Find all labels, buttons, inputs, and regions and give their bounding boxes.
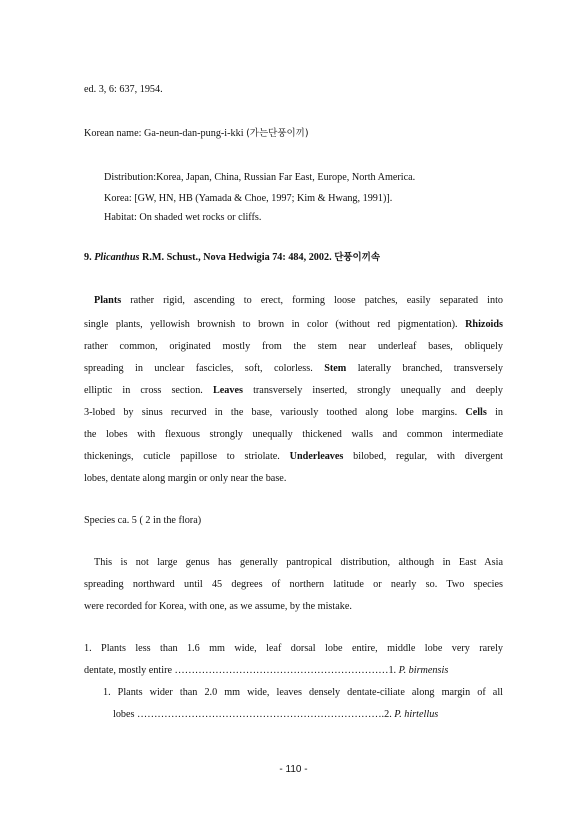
- discussion-line-1: This is not large genus has generally pantropical distribution, although in East Asia: [94, 557, 503, 568]
- term-rhizoids: Rhizoids: [465, 319, 503, 330]
- genus-heading: [84, 251, 380, 264]
- term-cells: Cells: [465, 407, 487, 418]
- key-couplet-2-line-1: 1. Plants wider than 2.0 mm wide, leaves densely dentate-ciliate along margin of all: [103, 687, 503, 698]
- korean-name-label: Korean name: Ga-neun-dan-pung-i-kki: [84, 128, 244, 139]
- description-line-3: rather common, originated mostly from the stem near underleaf bases, obliquely: [84, 341, 503, 352]
- korean-name: [84, 127, 309, 140]
- term-underleaves: Underleaves: [289, 451, 344, 462]
- term-plants: Plants: [94, 295, 122, 306]
- genus-name: Plicanthus: [94, 252, 140, 263]
- description-line-5: elliptic in cross section. Leaves transversely inserted, strongly unequally and deeply: [84, 385, 504, 396]
- description-line-2: single plants, yellowish brownish to brown in color (without red pigmentation). Rhizoids: [84, 319, 503, 330]
- term-stem: Stem: [324, 363, 347, 374]
- key-couplet-1-line-2: dentate, mostly entire ………………………………………………………1. P. birmensis: [84, 665, 449, 676]
- korean-name-hangul: (가는단풍이끼): [246, 128, 309, 139]
- genus-hangul: 단풍이끼속: [334, 252, 381, 263]
- page-number: - 110 -: [279, 764, 308, 775]
- description-line-6: 3-lobed by sinus recurved in the base, variously toothed along lobe margins. Cells in: [84, 407, 504, 418]
- key-taxon-hirtellus: P. hirtellus: [394, 709, 439, 720]
- discussion-line-3: were recorded for Korea, with one, as we assume, by the mistake.: [84, 601, 352, 612]
- description-line-4: spreading in unclear fascicles, soft, colorless. Stem laterally branched, transversely: [84, 363, 504, 374]
- discussion-line-2: spreading northward until 45 degrees of northern latitude or nearly so. Two species: [84, 579, 503, 590]
- species-count: Species ca. 5 ( 2 in the flora): [84, 515, 202, 526]
- description-line-1: Plants rather rigid, ascending to erect, forming loose patches, easily separated into: [94, 295, 504, 306]
- key-taxon-birmensis: P. birmensis: [398, 665, 449, 676]
- description-line-8: thickenings, cuticle papillose to striolate. Underleaves bilobed, regular, with divergent: [84, 451, 503, 462]
- distribution-line: Distribution:Korea, Japan, China, Russian Far East, Europe, North America.: [104, 172, 416, 183]
- genus-citation: R.M. Schust., Nova Hedwigia 74: 484, 2002.: [142, 252, 332, 263]
- description-line-9: lobes, dentate along margin or only near the base.: [84, 473, 287, 484]
- key-couplet-1-line-1: 1. Plants less than 1.6 mm wide, leaf dorsal lobe entire, middle lobe very rarely: [84, 643, 503, 654]
- key-couplet-2-line-2: lobes ……………………………………………………………….2. P. hirtellus: [113, 709, 439, 720]
- reference-line: ed. 3, 6: 637, 1954.: [84, 84, 163, 95]
- korea-records-line: Korea: [GW, HN, HB (Yamada & Choe, 1997; Kim & Hwang, 1991)].: [104, 193, 393, 204]
- habitat-line: Habitat: On shaded wet rocks or cliffs.: [104, 212, 262, 223]
- genus-number: 9.: [84, 252, 92, 263]
- description-line-7: the lobes with flexuous strongly unequally thickened walls and common intermediate: [84, 429, 503, 440]
- term-leaves: Leaves: [212, 385, 243, 396]
